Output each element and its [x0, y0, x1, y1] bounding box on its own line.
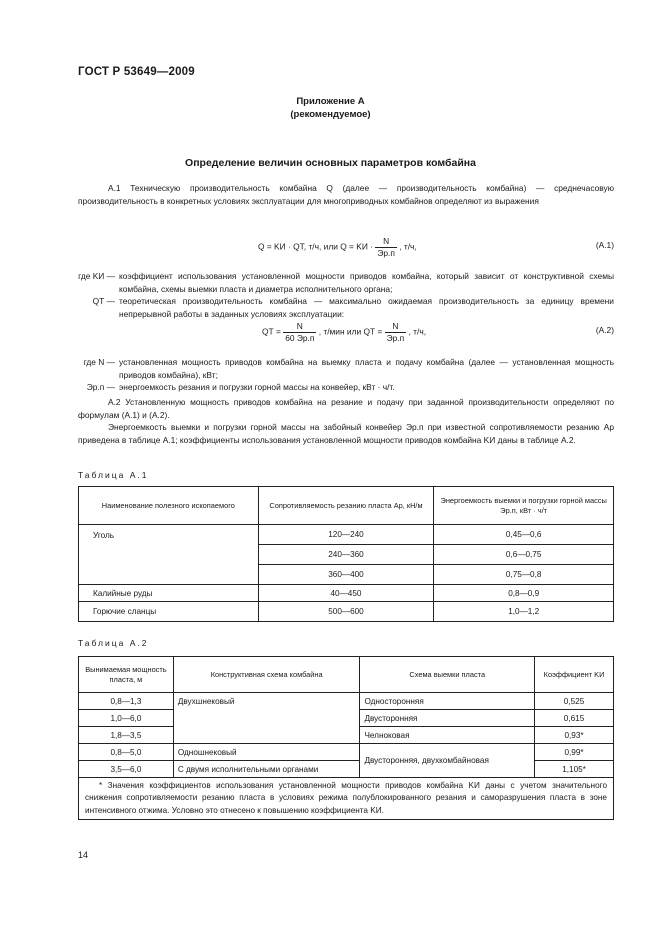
table-cell: 120—240: [258, 525, 434, 545]
equation-a2-mid: , т/мин или QТ =: [318, 326, 383, 337]
table-cell: Горючие сланцы: [79, 602, 259, 622]
equation-a2-fraction-1: [283, 321, 316, 344]
equation-a2-right: , т/ч,: [408, 326, 427, 337]
paragraph-a1: А.1 Техническую производительность комбайна Q (далее — производительность комбайна) — среднечасовую производительность в конкретных условиях эксплуатации для многоприводных комбайнов определяют из выражения: [78, 183, 614, 206]
table-row: [79, 602, 614, 622]
table-cell: 1,0—6,0: [79, 710, 174, 727]
table-cell: 40—450: [258, 585, 434, 602]
table-row: [79, 525, 614, 545]
appendix-label: Приложение А: [296, 96, 365, 107]
table-cell: Двусторонняя, двухкомбайновая: [360, 744, 535, 778]
table-cell: 1,0—1,2: [434, 602, 614, 622]
table-header-row: [79, 657, 614, 693]
definition-text: энергоемкость резания и погрузки горной массы на конвейер, кВт · ч/т.: [119, 382, 395, 392]
table-cell: 0,6—0,75: [434, 545, 614, 565]
equation-a1-fraction: [375, 236, 397, 259]
table-footnote: * Значения коэффициентов использования установленной мощности приводов комбайна KИ даны с учетом значительного снижения сопротивляемости резанию пласта в условиях режима полублокированного резания и саморазрушения пласта в зоне интенсивного отжима. Условно это отнесено к повышению коэффициента KИ.: [79, 778, 614, 820]
document-header: ГОСТ Р 53649—2009: [78, 66, 195, 78]
table-note-row: [79, 778, 614, 820]
table-a2: [78, 656, 614, 820]
table-cell: Калийные руды: [79, 585, 259, 602]
paragraph-a3: Энергоемкость выемки и погрузки горной массы на забойный конвейер Эр.п при известной сопротивляемости резанию Ар приведена в таблице А.1; коэффициенты использования установленной мощности приводов комбайна KИ даны в таблице А.2.: [78, 422, 614, 445]
table-cell: 0,8—0,9: [434, 585, 614, 602]
definitions-block-2: [78, 356, 614, 396]
table-a2-caption: Таблица А.2: [78, 638, 149, 648]
definition-label: Эр.п —: [86, 382, 115, 392]
equation-a1: [258, 236, 417, 259]
equation-a2: [262, 321, 426, 344]
fraction-denominator: Эр.п: [386, 333, 405, 343]
fraction-numerator: N: [375, 236, 397, 248]
fraction-denominator: 60 Эр.п: [285, 333, 315, 343]
equation-a2-fraction-2: [385, 321, 407, 344]
page-number: 14: [78, 850, 89, 860]
table-cell: Одношнековый: [173, 744, 360, 761]
definition-label: QТ —: [92, 296, 115, 306]
fraction-numerator: N: [283, 321, 316, 333]
table-cell: 0,8—5,0: [79, 744, 174, 761]
definition-text: теоретическая производительность комбайна — максимально ожидаемая производительность за единицу времени непрерывной работы в заданных условиях эксплуатации:: [119, 296, 614, 319]
table-a1-caption: Таблица А.1: [78, 470, 149, 480]
table-cell: 0,525: [535, 693, 614, 710]
table-header-cell: Вынимаемая мощность пласта, м: [79, 657, 174, 693]
table-header-cell: Сопротивляемость резанию пласта Ар, кН/м: [258, 487, 434, 525]
table-row: [79, 585, 614, 602]
fraction-numerator: N: [385, 321, 407, 333]
table-cell: 0,615: [535, 710, 614, 727]
table-cell: С двумя исполнительными органами: [173, 761, 360, 778]
table-cell: Односторонняя: [360, 693, 535, 710]
section-title: Определение величин основных параметров комбайна: [185, 157, 476, 169]
table-cell: Двусторонняя: [360, 710, 535, 727]
appendix-status: (рекомендуемое): [290, 109, 371, 120]
table-a1: [78, 486, 614, 622]
table-row: [79, 744, 614, 761]
table-cell: 0,8—1,3: [79, 693, 174, 710]
table-header-cell: Наименование полезного ископаемого: [79, 487, 259, 525]
definitions-block-1: [78, 270, 614, 320]
table-cell: 0,45—0,6: [434, 525, 614, 545]
equation-a1-right: , т/ч,: [399, 241, 417, 252]
table-cell: 0,93*: [535, 727, 614, 744]
fraction-denominator: Эр.п: [377, 248, 395, 258]
table-cell: 0,99*: [535, 744, 614, 761]
table-cell: 1,8—3,5: [79, 727, 174, 744]
definition-label: где N —: [83, 357, 115, 367]
table-cell: 3,5—6,0: [79, 761, 174, 778]
table-header-cell: Схема выемки пласта: [360, 657, 535, 693]
table-header-cell: Конструктивная схема комбайна: [173, 657, 360, 693]
table-row: [79, 693, 614, 710]
definition-text: установленная мощность приводов комбайна на выемку пласта и подачу комбайна (далее — установленная мощность приводов комбайна), кВт;: [119, 357, 614, 380]
table-cell: 240—360: [258, 545, 434, 565]
definition-text: коэффициент использования установленной мощности приводов комбайна, который зависит от конструктивной схемы комбайна, схемы выемки пласта и диаметра исполнительного органа;: [119, 271, 614, 294]
table-header-cell: Коэффициент KИ: [535, 657, 614, 693]
equation-a2-left: QТ =: [262, 326, 281, 337]
table-cell: Уголь: [79, 525, 259, 585]
definition-label: где KИ —: [78, 271, 115, 281]
table-cell: Челноковая: [360, 727, 535, 744]
table-cell: 1,105*: [535, 761, 614, 778]
table-header-row: [79, 487, 614, 525]
equation-a1-left: Q = KИ · QТ, т/ч, или Q = KИ ·: [258, 241, 373, 252]
equation-a1-number: (А.1): [595, 240, 614, 250]
table-cell: 360—400: [258, 565, 434, 585]
table-cell: Двухшнековый: [173, 693, 360, 744]
table-cell: 500—600: [258, 602, 434, 622]
paragraph-a2: А.2 Установленную мощность приводов комбайна на резание и подачу при заданной производительности определяют по формулам (А.1) и (А.2).: [78, 397, 614, 420]
equation-a2-number: (А.2): [595, 325, 614, 335]
table-header-cell: Энергоемкость выемки и погрузки горной массы Эр.п, кВт · ч/т: [434, 487, 614, 525]
table-cell: 0,75—0,8: [434, 565, 614, 585]
